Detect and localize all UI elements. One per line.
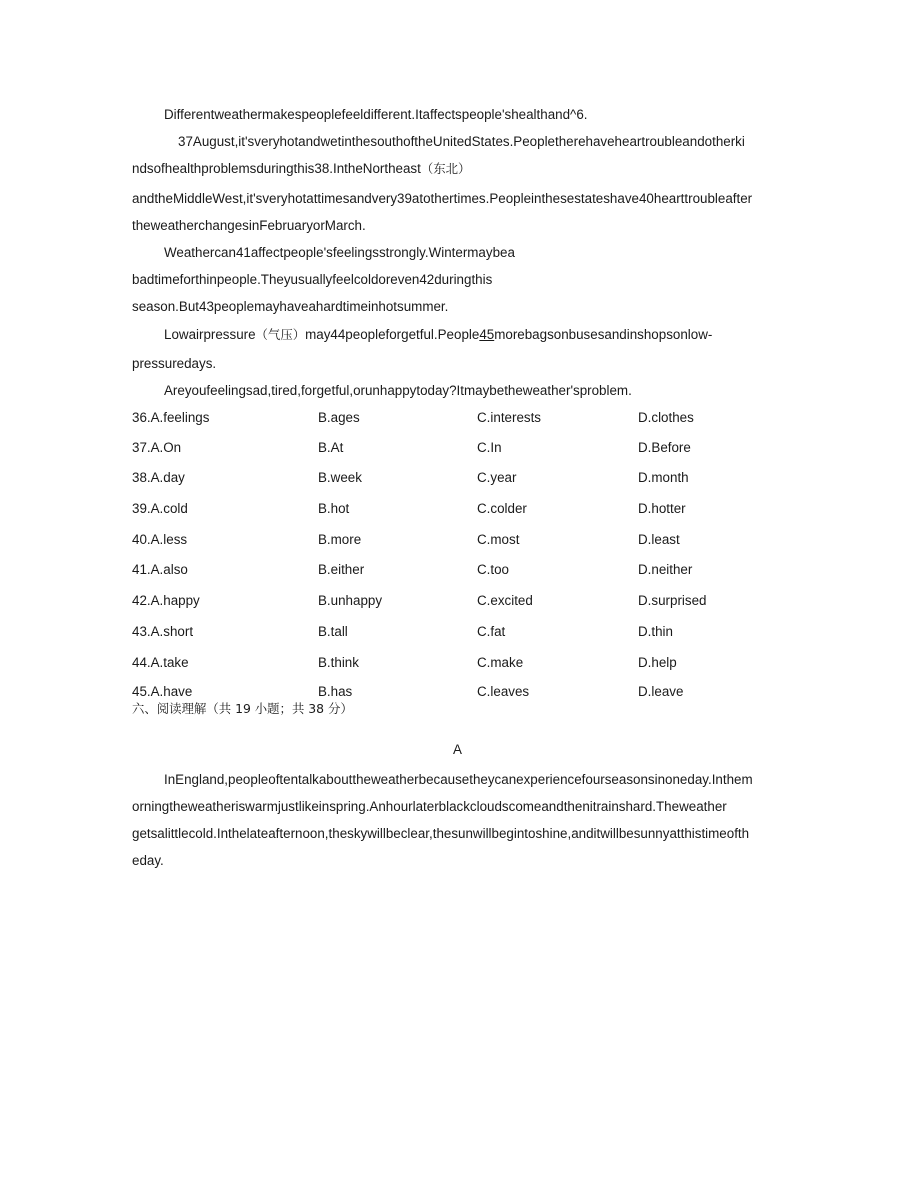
- passage-line: pressuredays.: [132, 356, 217, 371]
- option-d: D.neither: [638, 562, 693, 577]
- passage-line: [164, 326, 712, 344]
- option-row: [132, 409, 832, 427]
- option-d: D.hotter: [638, 501, 686, 516]
- option-b: B.has: [318, 684, 353, 699]
- option-d: D.least: [638, 532, 680, 547]
- option-d: D.Before: [638, 440, 691, 455]
- option-row: [132, 500, 832, 518]
- option-b: B.ages: [318, 410, 360, 425]
- option-c: C.year: [477, 470, 517, 485]
- passage-text: （气压）: [255, 327, 306, 342]
- option-b: B.think: [318, 655, 359, 670]
- option-b: B.At: [318, 440, 344, 455]
- option-c: C.too: [477, 562, 510, 577]
- passage-line: badtimeforthinpeople.Theyusuallyfeelcoldoreven42duringthis: [132, 272, 493, 287]
- option-row: [132, 439, 832, 457]
- option-b: B.more: [318, 532, 362, 547]
- option-row: [132, 531, 832, 549]
- option-a: 38.A.day: [132, 470, 185, 485]
- option-a: 44.A.take: [132, 655, 189, 670]
- option-row: [132, 561, 832, 579]
- option-c: C.excited: [477, 593, 533, 608]
- reading-line: getsalittlecold.Inthelateafternoon,theskywillbeclear,thesunwillbegintoshine,anditwillbesunnyatthistimeofth: [132, 826, 750, 841]
- option-d: D.clothes: [638, 410, 694, 425]
- passage-line: [132, 160, 470, 178]
- option-d: D.thin: [638, 624, 673, 639]
- option-c: C.fat: [477, 624, 506, 639]
- option-a: 41.A.also: [132, 562, 188, 577]
- option-b: B.week: [318, 470, 362, 485]
- section-title: 六、阅读理解（共 19 小题；共 38 分）: [132, 701, 353, 716]
- option-d: D.surprised: [638, 593, 707, 608]
- passage-line: 37August,it'sveryhotandwetinthesouthoftheUnitedStates.Peopletherehaveheartroubleandotherki: [178, 134, 745, 149]
- option-a: 45.A.have: [132, 684, 193, 699]
- option-d: D.leave: [638, 684, 684, 699]
- passage-line: Areyoufeelingsad,tired,forgetful,orunhappytoday?Itmaybetheweather'sproblem.: [164, 383, 632, 398]
- option-b: B.unhappy: [318, 593, 383, 608]
- option-d: D.month: [638, 470, 689, 485]
- option-row: [132, 623, 832, 641]
- option-a: 37.A.On: [132, 440, 182, 455]
- blank-number: 45: [479, 327, 495, 342]
- option-c: C.most: [477, 532, 520, 547]
- passage-line: andtheMiddleWest,it'sveryhotattimesandvery39atothertimes.Peopleinthesestateshave40hearttroubleafter: [132, 191, 753, 206]
- option-c: C.leaves: [477, 684, 530, 699]
- passage-text: morebagsonbusesandinshopsonlow-: [494, 327, 713, 342]
- passage-line: season.But43peoplemayhaveahardtimeinhotsummer.: [132, 299, 449, 314]
- option-row: [132, 654, 832, 672]
- option-c: C.colder: [477, 501, 527, 516]
- passage-text: （东北）: [420, 161, 471, 176]
- passage-line: Differentweathermakespeoplefeeldifferent.Itaffectspeople'shealthand^6.: [164, 107, 588, 122]
- passage-text: ndsofhealthproblemsduringthis38.IntheNortheast: [132, 161, 421, 176]
- option-b: B.either: [318, 562, 365, 577]
- option-row: [132, 469, 832, 487]
- option-c: C.make: [477, 655, 524, 670]
- option-a: 36.A.feelings: [132, 410, 210, 425]
- reading-line: orningtheweatheriswarmjustlikeinspring.Anhourlaterblackcloudscomeandthenitrainshard.Theweather: [132, 799, 727, 814]
- option-b: B.hot: [318, 501, 350, 516]
- option-a: 42.A.happy: [132, 593, 200, 608]
- passage-text: may44peopleforgetful.People: [305, 327, 480, 342]
- option-a: 40.A.less: [132, 532, 188, 547]
- option-b: B.tall: [318, 624, 348, 639]
- option-a: 39.A.cold: [132, 501, 188, 516]
- passage-line: Weathercan41affectpeople'sfeelingsstrongly.Wintermaybea: [164, 245, 515, 260]
- option-row: [132, 683, 832, 701]
- section-subtitle: A: [453, 742, 462, 757]
- reading-line: InEngland,peopleoftentalkabouttheweatherbecausetheycanexperiencefourseasonsinoneday.Inthem: [164, 772, 753, 787]
- option-c: C.In: [477, 440, 502, 455]
- option-row: [132, 592, 832, 610]
- option-d: D.help: [638, 655, 677, 670]
- option-c: C.interests: [477, 410, 541, 425]
- passage-line: theweatherchangesinFebruaryorMarch.: [132, 218, 366, 233]
- reading-line: eday.: [132, 853, 164, 868]
- passage-text: Lowairpressure: [164, 327, 256, 342]
- option-a: 43.A.short: [132, 624, 194, 639]
